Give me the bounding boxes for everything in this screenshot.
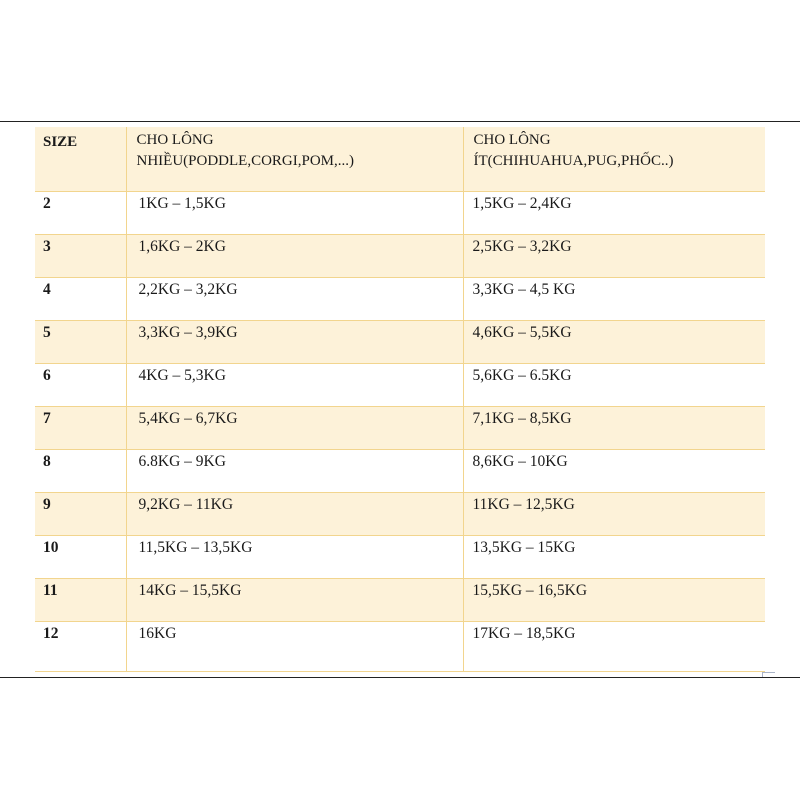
long-hair-weight-cell: 16KG	[126, 621, 463, 671]
short-hair-header-line-2: ÍT(CHIHUAHUA,PUG,PHỐC..)	[473, 153, 674, 169]
bottom-divider	[0, 677, 800, 678]
long-hair-weight-cell: 11,5KG – 13,5KG	[126, 535, 463, 578]
long-hair-weight-cell: 4KG – 5,3KG	[126, 363, 463, 406]
size-cell: 12	[35, 621, 126, 671]
table-row	[35, 320, 765, 363]
size-cell: 9	[35, 492, 126, 535]
short-hair-header-line-1: CHO LÔNG	[473, 132, 551, 148]
corner-mark	[762, 672, 775, 677]
short-hair-weight-cell: 3,3KG – 4,5 KG	[463, 277, 765, 320]
long-hair-weight-cell: 5,4KG – 6,7KG	[126, 406, 463, 449]
short-hair-weight-cell: 13,5KG – 15KG	[463, 535, 765, 578]
size-column-header: SIZE	[35, 127, 126, 191]
size-cell: 4	[35, 277, 126, 320]
long-hair-header-line-1: CHO LÔNG	[136, 132, 214, 148]
table-row	[35, 406, 765, 449]
long-hair-weight-cell: 1,6KG – 2KG	[126, 234, 463, 277]
size-cell: 8	[35, 449, 126, 492]
size-cell: 7	[35, 406, 126, 449]
long-hair-weight-cell: 6.8KG – 9KG	[126, 449, 463, 492]
size-chart-table	[35, 127, 765, 672]
table-body	[35, 191, 765, 671]
table-row	[35, 492, 765, 535]
size-cell: 6	[35, 363, 126, 406]
short-hair-weight-cell: 17KG – 18,5KG	[463, 621, 765, 671]
long-hair-weight-cell: 9,2KG – 11KG	[126, 492, 463, 535]
short-hair-weight-cell: 4,6KG – 5,5KG	[463, 320, 765, 363]
short-hair-weight-cell: 11KG – 12,5KG	[463, 492, 765, 535]
table-row	[35, 363, 765, 406]
short-hair-weight-cell: 1,5KG – 2,4KG	[463, 191, 765, 234]
short-hair-weight-cell: 8,6KG – 10KG	[463, 449, 765, 492]
table-row	[35, 234, 765, 277]
size-cell: 3	[35, 234, 126, 277]
long-hair-weight-cell: 2,2KG – 3,2KG	[126, 277, 463, 320]
table-row	[35, 277, 765, 320]
short-hair-column-header	[463, 127, 765, 191]
table-row	[35, 449, 765, 492]
size-cell: 10	[35, 535, 126, 578]
size-cell: 2	[35, 191, 126, 234]
top-divider	[0, 121, 800, 122]
short-hair-weight-cell: 2,5KG – 3,2KG	[463, 234, 765, 277]
long-hair-weight-cell: 3,3KG – 3,9KG	[126, 320, 463, 363]
short-hair-weight-cell: 5,6KG – 6.5KG	[463, 363, 765, 406]
long-hair-header-line-2: NHIỀU(PODDLE,CORGI,POM,...)	[136, 153, 354, 169]
long-hair-column-header	[126, 127, 463, 191]
table-header-row	[35, 127, 765, 191]
size-cell: 11	[35, 578, 126, 621]
long-hair-weight-cell: 14KG – 15,5KG	[126, 578, 463, 621]
short-hair-weight-cell: 15,5KG – 16,5KG	[463, 578, 765, 621]
table-row	[35, 191, 765, 234]
size-cell: 5	[35, 320, 126, 363]
table-row	[35, 535, 765, 578]
short-hair-weight-cell: 7,1KG – 8,5KG	[463, 406, 765, 449]
table-row	[35, 578, 765, 621]
long-hair-weight-cell: 1KG – 1,5KG	[126, 191, 463, 234]
table-row	[35, 621, 765, 671]
